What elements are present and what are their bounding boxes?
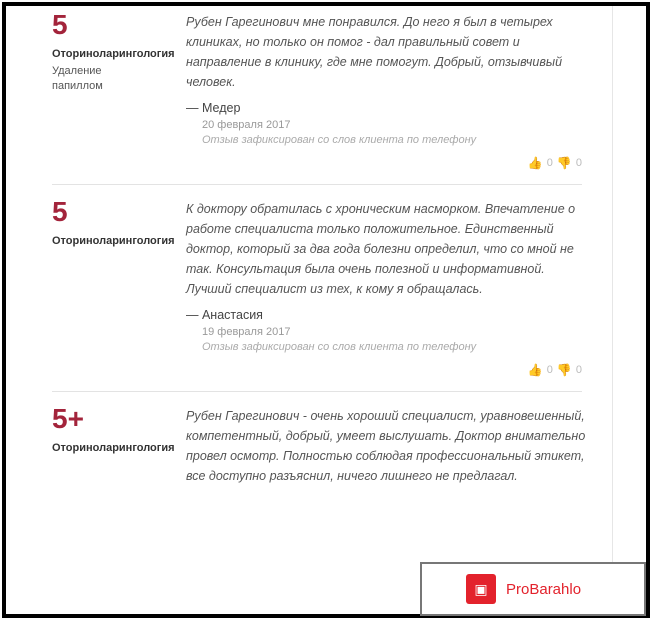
watermark-brand: ProBarahlo — [506, 580, 582, 598]
thumbs-up-icon[interactable]: 👍 — [527, 156, 543, 170]
like-count: 0 — [546, 157, 553, 169]
divider — [52, 391, 582, 392]
review-note: Отзыв зафиксирован со слов клиента по телефону — [202, 341, 477, 353]
review-note: Отзыв зафиксирован со слов клиента по телефону — [202, 134, 477, 146]
review-date: 20 февраля 2017 — [202, 119, 291, 131]
review-votes — [52, 156, 582, 170]
dislike-count: 0 — [575, 157, 582, 169]
review-text: Рубен Гарегинович - очень хороший специалист, уравновешенный, компетентный, добрый, умеет выслушать. Доктор внимательно провел осмотр. Полностью соблюдая профессиональный этикет, все доступно разъяснил, ничего лишнего не предлагал. — [186, 409, 586, 483]
review-body — [186, 404, 586, 486]
column-divider — [612, 6, 613, 614]
review-specialty: Оториноларингология — [52, 48, 175, 60]
thumbs-down-icon[interactable]: 👎 — [556, 156, 572, 170]
review-author: — Анастасия — [186, 308, 263, 322]
divider — [52, 184, 582, 185]
thumbs-up-icon[interactable]: 👍 — [527, 363, 543, 377]
review-specialty: Оториноларингология — [52, 235, 175, 247]
review-score: 5 — [52, 196, 68, 227]
review-text: К доктору обратилась с хроническим насморком. Впечатление о работе специалиста только положительное. Единственный доктор, который за два года болезни определил, что со мной не так. Консультация была очень полезной и информативной. Лучший специалист из тех, к кому я обращалась. — [186, 202, 576, 296]
review-specialty: Оториноларингология — [52, 442, 175, 454]
review-list — [52, 10, 592, 492]
like-count: 0 — [546, 364, 553, 376]
microwave-icon: ▣ — [466, 574, 496, 604]
review-text: Рубен Гарегинович мне понравился. До него я был в четырех клиниках, но только он помог - дал правильный совет и направление в клинику, где мне помогут. Добрый, отзывчивый человек. — [186, 15, 563, 89]
review-body — [186, 10, 586, 148]
review-author: — Медер — [186, 101, 241, 115]
thumbs-down-icon[interactable]: 👎 — [556, 363, 572, 377]
watermark-badge — [420, 562, 646, 616]
review-votes — [52, 363, 582, 377]
review-score: 5 — [52, 9, 68, 40]
review-card — [52, 404, 592, 492]
reviews-panel — [2, 2, 650, 618]
review-score: 5+ — [52, 403, 84, 434]
review-procedure: Удаление папиллом — [52, 65, 103, 92]
review-card — [52, 197, 592, 383]
review-body — [186, 197, 586, 355]
review-date: 19 февраля 2017 — [202, 326, 291, 338]
review-card — [52, 10, 592, 176]
dislike-count: 0 — [575, 364, 582, 376]
